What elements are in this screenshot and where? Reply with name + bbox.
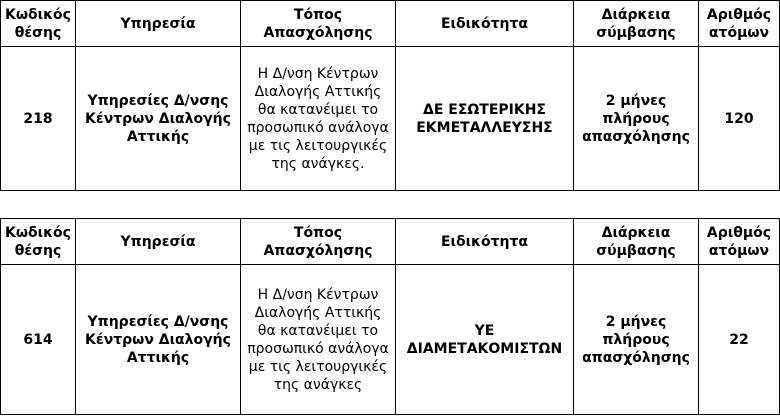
position-code: 614	[1, 265, 76, 415]
header-specialty: Ειδικότητα	[396, 1, 574, 47]
header-persons: Αριθμός ατόμων	[699, 219, 780, 265]
header-code: Κωδικός θέσης	[1, 219, 76, 265]
header-duration: Διάρκεια σύμβασης	[574, 219, 699, 265]
persons-count: 22	[699, 265, 780, 415]
header-specialty: Ειδικότητα	[396, 219, 574, 265]
work-place-description: Η Δ/νση Κέντρων Διαλογής Αττικής θα κατανέιμει το προσωπικό ανάλογα με τις λειτουργικές της ανάγκες	[241, 265, 396, 415]
header-service: Υπηρεσία	[76, 1, 241, 47]
contract-duration: 2 μήνες πλήρους απασχόλησης	[574, 265, 699, 415]
service-name: Υπηρεσίες Δ/νσης Κέντρων Διαλογής Αττικής	[76, 47, 241, 191]
position-code: 218	[1, 47, 76, 191]
persons-count: 120	[699, 47, 780, 191]
job-table-614	[0, 218, 780, 415]
header-place: Τόπος Απασχόλησης	[241, 1, 396, 47]
job-table-218	[0, 0, 780, 191]
table-header-row	[1, 1, 780, 47]
specialty-name: ΔΕ ΕΣΩΤΕΡΙΚΗΣ ΕΚΜΕΤΑΛΛΕΥΣΗΣ	[396, 47, 574, 191]
service-name: Υπηρεσίες Δ/νσης Κέντρων Διαλογής Αττικής	[76, 265, 241, 415]
table-row	[1, 265, 780, 415]
contract-duration: 2 μήνες πλήρους απασχόλησης	[574, 47, 699, 191]
header-persons: Αριθμός ατόμων	[699, 1, 780, 47]
table-header-row	[1, 219, 780, 265]
header-code: Κωδικός θέσης	[1, 1, 76, 47]
work-place-description: Η Δ/νση Κέντρων Διαλογής Αττικής θα κατανέιμει το προσωπικό ανάλογα με τις λειτουργικές της ανάγκες.	[241, 47, 396, 191]
header-service: Υπηρεσία	[76, 219, 241, 265]
header-duration: Διάρκεια σύμβασης	[574, 1, 699, 47]
header-place: Τόπος Απασχόλησης	[241, 219, 396, 265]
specialty-name: ΥΕ ΔΙΑΜΕΤΑΚΟΜΙΣΤΩΝ	[396, 265, 574, 415]
table-row	[1, 47, 780, 191]
